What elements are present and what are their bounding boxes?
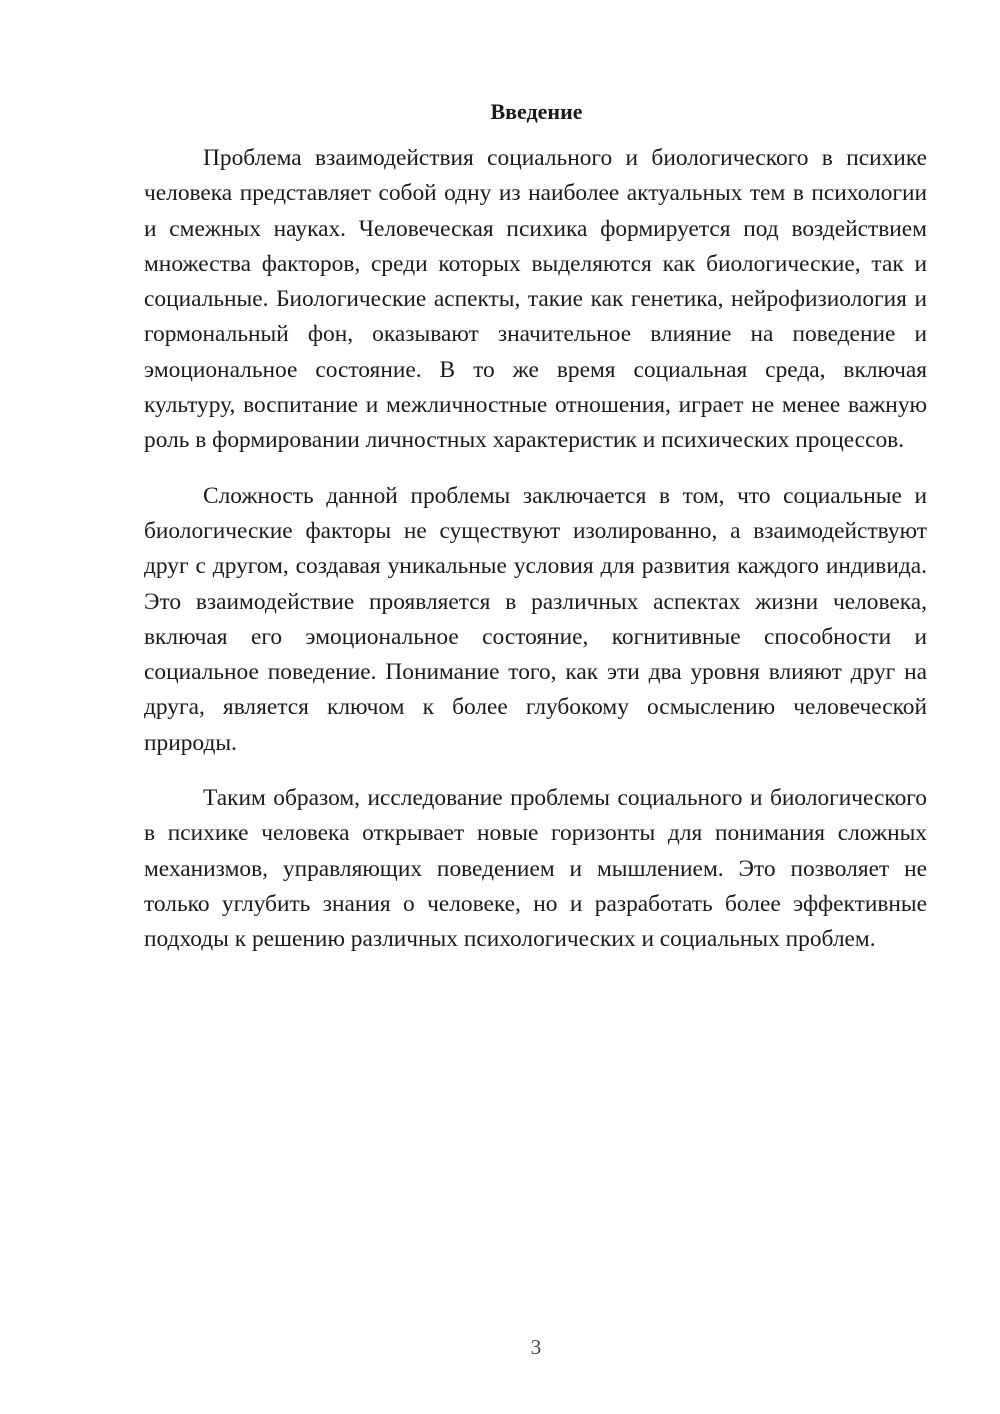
paragraph-2: Сложность данной проблемы заключается в том, что социальные и биологические факторы не существуют изолированно, а взаимодействуют друг с другом, создавая уникальные условия для развития каждого индивида. Это взаимодействие проявляется в различных аспектах жизни человека, включая его эмоциональное состояние, когнитивные способности и социальное поведение. Понимание того, как эти два уровня влияют друг на друга, является ключом к более глубокому осмыслению человеческой природы. xyxy=(144,482,927,756)
paragraph-3: Таким образом, исследование проблемы социального и биологического в психике человека открывает новые горизонты для понимания сложных механизмов, управляющих поведением и мышлением. Это позволяет не только углубить знания о человеке, но и разработать более эффективные подходы к решению различных психологических и социальных проблем. xyxy=(144,785,927,953)
page-number: 3 xyxy=(530,1335,542,1359)
page-content xyxy=(144,94,927,958)
section-heading: Введение xyxy=(490,99,583,124)
paragraph-1: Проблема взаимодействия социального и биологического в психике человека представляет собой одну из наиболее актуальных тем в психологии и смежных науках. Человеческая психика формируется под воздействием множества факторов, среди которых выделяются как биологические, так и социальные. Биологические аспекты, такие как генетика, нейрофизиология и гормональный фон, оказывают значительное влияние на поведение и эмоциональное состояние. В то же время социальная среда, включая культуру, воспитание и межличностные отношения, играет не менее важную роль в формировании личностных характеристик и психических процессов. xyxy=(144,145,927,454)
